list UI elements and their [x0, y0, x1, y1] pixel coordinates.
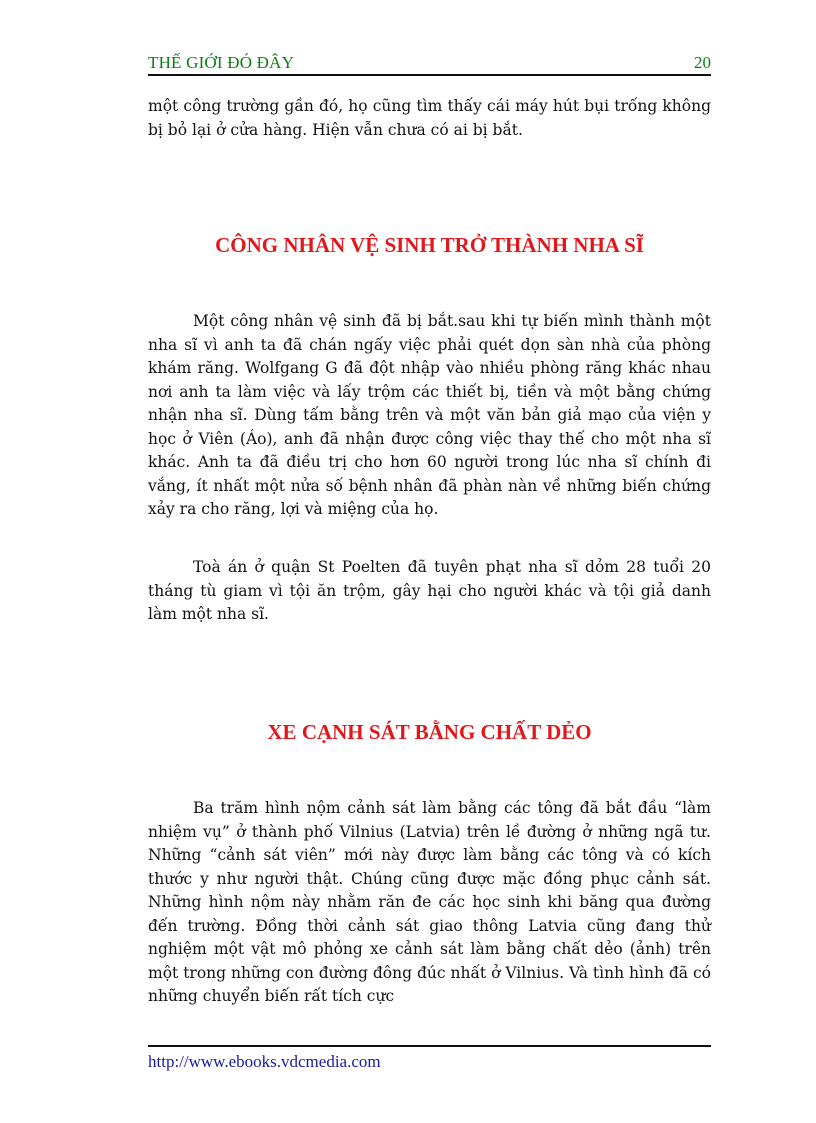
- article1-heading: CÔNG NHÂN VỆ SINH TRỞ THÀNH NHA SĨ: [215, 233, 644, 257]
- page-number: 20: [694, 53, 711, 72]
- footer-divider: [148, 1045, 711, 1047]
- article1-paragraph-1: Một công nhân vệ sinh đã bị bắt.sau khi tự biến mình thành một nha sĩ vì anh ta đã chán ngấy việc phải quét dọn sàn nhà của phòng khám răng. Wolfgang G đã đột nhập vào nhiều phòng răng khác nhau nơi anh ta làm việc và lấy trộm các thiết bị, tiền và một bằng chứng nhận nha sĩ. Dùng tấm bằng trên và một văn bản giả mạo của viện y học ở Viên (Áo), anh đã nhận được công việc thay thế cho một nha sĩ khác. Anh ta đã điều trị cho hơn 60 người trong lúc nha sĩ chính đi vắng, ít nhất một nửa số bệnh nhân đã phàn nàn về những biến chứng xảy ra cho răng, lợi và miệng của họ.: [148, 312, 711, 518]
- article2-heading: XE CẠNH SÁT BẰNG CHẤT DẺO: [267, 720, 592, 744]
- intro-paragraph: một công trường gần đó, họ cũng tìm thấy cái máy hút bụi trống không bị bỏ lại ở cửa hàng. Hiện vẫn chưa có ai bị bắt.: [148, 97, 711, 139]
- running-title: THẾ GIỚI ĐÓ ĐÂY: [148, 53, 295, 72]
- footer-website-link[interactable]: http://www.ebooks.vdcmedia.com: [148, 1052, 381, 1071]
- article1-paragraph-2: Toà án ở quận St Poelten đã tuyên phạt nha sĩ dỏm 28 tuổi 20 tháng tù giam vì tội ăn trộm, gây hại cho người khác và tội giả danh làm một nha sĩ.: [148, 558, 711, 623]
- page-header: [148, 50, 711, 76]
- article2-paragraph-1: Ba trăm hình nộm cảnh sát làm bằng các tông đã bắt đầu “làm nhiệm vụ” ở thành phố Vilnius (Latvia) trên lề đường ở những ngã tư. Những “cảnh sát viên” mới này được làm bằng các tông và có kích thước y như người thật. Chúng cũng được mặc đồng phục cảnh sát. Những hình nộm này nhằm răn đe các học sinh khi băng qua đường đến trường. Đồng thời cảnh sát giao thông Latvia cũng đang thử nghiệm một vật mô phỏng xe cảnh sát làm bằng chất dẻo (ảnh) trên một trong những con đường đông đúc nhất ở Vilnius. Và tình hình đã có những chuyển biến rất tích cực: [148, 799, 711, 1005]
